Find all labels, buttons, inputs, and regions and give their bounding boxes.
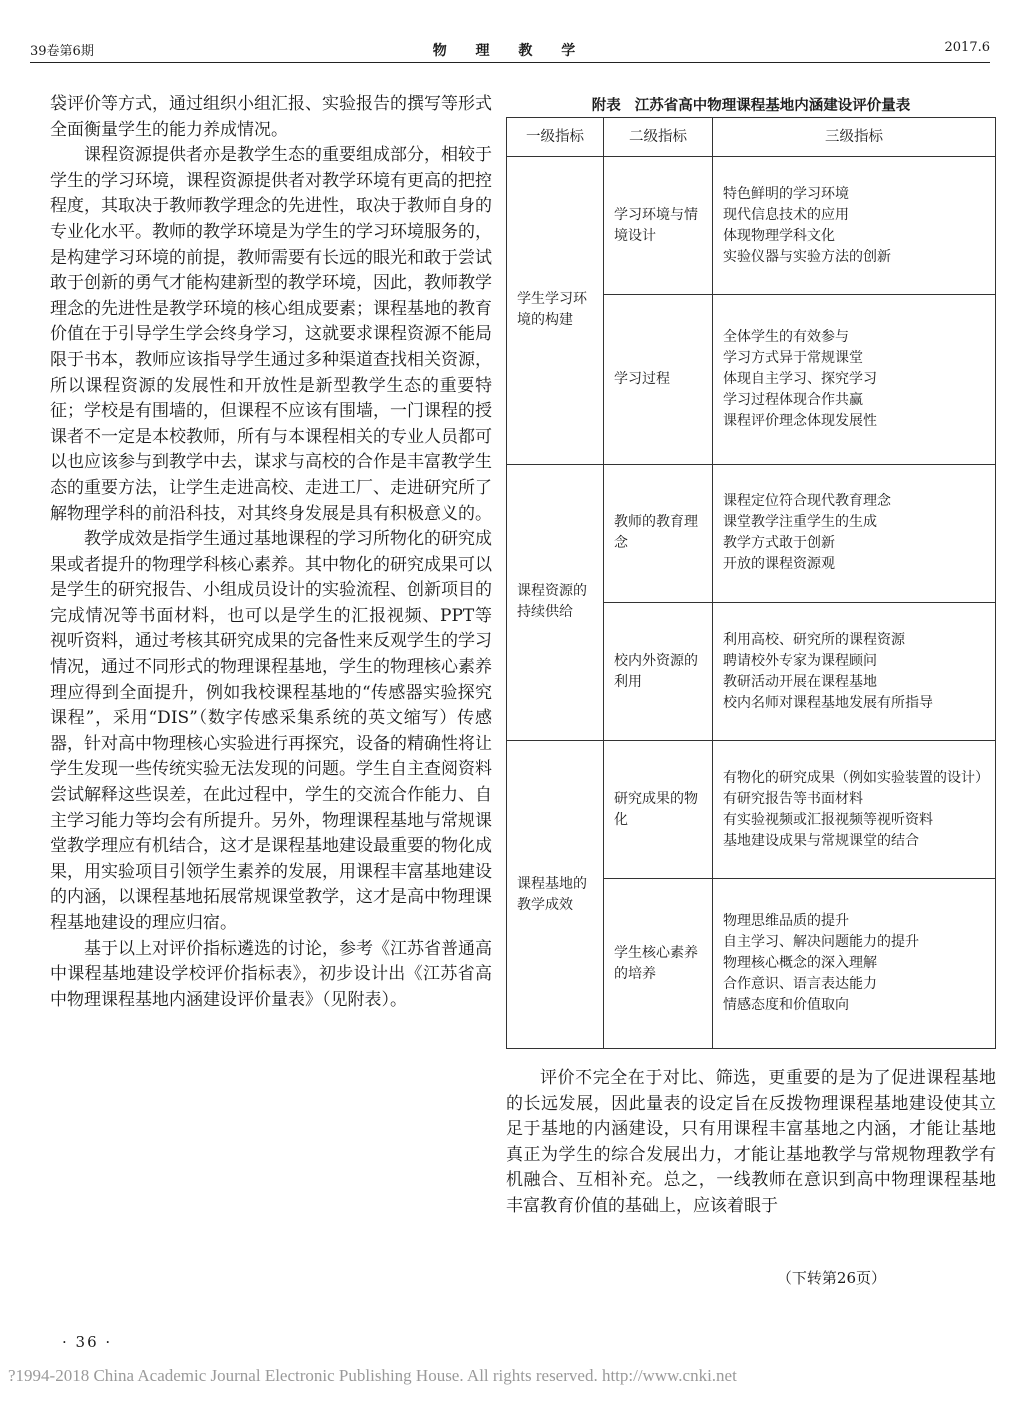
table-header-row bbox=[507, 118, 996, 157]
column-header: 三级指标 bbox=[713, 118, 996, 157]
journal-name: 物 理 教 学 bbox=[432, 43, 588, 59]
level3-item: 课堂教学注重学生的生成 bbox=[723, 514, 877, 531]
level2-cell: 研究成果的物化 bbox=[604, 741, 713, 879]
level3-item: 实验仪器与实验方法的创新 bbox=[723, 248, 891, 265]
level1-cell: 学生学习环境的构建 bbox=[507, 157, 604, 465]
level3-item: 利用高校、研究所的课程资源 bbox=[723, 631, 905, 648]
level3-item: 校内名师对课程基地发展有所指导 bbox=[723, 694, 933, 711]
volume-issue: 39卷第6期 bbox=[30, 44, 94, 59]
level3-item: 学习过程体现合作共赢 bbox=[723, 391, 863, 408]
issue-date: 2017.6 bbox=[944, 40, 990, 55]
level3-item: 现代信息技术的应用 bbox=[723, 206, 849, 223]
level3-item: 教学方式敢于创新 bbox=[723, 535, 835, 552]
level3-cell bbox=[713, 157, 996, 295]
level3-item: 情感态度和价值取向 bbox=[723, 997, 849, 1014]
level3-item: 体现自主学习、探究学习 bbox=[723, 370, 877, 387]
paragraph: 基于以上对评价指标遴选的讨论，参考《江苏省普通高中课程基地建设学校评价指标表》，初步设计出《江苏省高中物理课程基地内涵建设评价量表》（见附表）。 bbox=[50, 938, 492, 1010]
table-label: 附表 bbox=[591, 97, 621, 114]
level3-item: 课程定位符合现代教育理念 bbox=[723, 493, 891, 510]
level2-cell: 学习过程 bbox=[604, 295, 713, 464]
level3-item: 基地建设成果与常规课堂的结合 bbox=[723, 832, 919, 849]
running-header bbox=[30, 36, 990, 63]
evaluation-table bbox=[506, 117, 996, 1049]
level3-cell bbox=[713, 879, 996, 1049]
level3-item: 有物化的研究成果（例如实验装置的设计） bbox=[723, 769, 989, 786]
level3-cell bbox=[713, 602, 996, 740]
level3-item: 有实验视频或汇报视频等视听资料 bbox=[723, 811, 933, 828]
level3-cell bbox=[713, 464, 996, 602]
page-number: · 36 · bbox=[62, 1333, 113, 1351]
level3-cell bbox=[713, 295, 996, 464]
level2-cell: 学习环境与情境设计 bbox=[604, 157, 713, 295]
paragraph: 课程资源提供者亦是教学生态的重要组成部分，相较于学生的学习环境，课程资源提供者对教学环境有更高的把控程度，其取决于教师教学理念的先进性，取决于教师自身的专业化水平。教师的教学环境是为学生的学习环境服务的，是构建学习环境的前提，教师需要有长远的眼光和敢于尝试敢于创新的勇气才能构建新型的教学环境，因此，教师教学理念的先进性是教学环境的核心组成要素；课程基地的教育价值在于引导学生学会终身学习，这就要求课程资源不能局限于书本，教师应该指导学生通过多种渠道查找相关资源，所以课程资源的发展性和开放性是新型教学生态的重要特征；学校是有围墙的，但课程不应该有围墙，一门课程的授课者不一定是本校教师，所有与本课程相关的专业人员都可以也应该参与到教学中去，谋求与高校的合作是丰富教学生态的重要方法，让学生走进高校、走进工厂、走进研究所了解物理学科的前沿科技，对其终身发展是具有积极意义的。 bbox=[50, 145, 492, 524]
level2-cell: 学生核心素养的培养 bbox=[604, 879, 713, 1049]
table-title: 江苏省高中物理课程基地内涵建设评价量表 bbox=[634, 97, 911, 114]
level3-item: 教研活动开展在课程基地 bbox=[723, 673, 877, 690]
level1-cell: 课程资源的持续供给 bbox=[507, 464, 604, 741]
level2-cell: 校内外资源的利用 bbox=[604, 602, 713, 740]
level3-item: 学习方式异于常规课堂 bbox=[723, 349, 863, 366]
copyright-watermark: ?1994-2018 China Academic Journal Electronic Publishing House. All rights reserved. http://www.cnki.net bbox=[8, 1366, 737, 1385]
level3-item: 体现物理学科文化 bbox=[723, 227, 835, 244]
right-column bbox=[506, 1066, 996, 1220]
table-row bbox=[507, 464, 996, 602]
level3-item: 课程评价理念体现发展性 bbox=[723, 412, 877, 429]
level3-item: 开放的课程资源观 bbox=[723, 556, 835, 573]
level3-item: 聘请校外专家为课程顾问 bbox=[723, 652, 877, 669]
level2-cell: 教师的教育理念 bbox=[604, 464, 713, 602]
table-row bbox=[507, 741, 996, 879]
table-caption bbox=[506, 94, 996, 115]
paragraph: 教学成效是指学生通过基地课程的学习所物化的研究成果或者提升的物理学科核心素养。其中物化的研究成果可以是学生的研究报告、小组成员设计的实验流程、创新项目的完成情况等书面材料，也可以是学生的汇报视频、PPT等视听资料，通过考核其研究成果的完备性来反观学生的学习情况，通过不同形式的物理课程基地，学生的物理核心素养理应得到全面提升，例如我校课程基地的“传感器实验探究课程”，采用“DIS”（数字传感采集系统的英文缩写）传感器，针对高中物理核心实验进行再探究，设备的精确性将让学生发现一些传统实验无法发现的问题。学生自主查阅资料尝试解释这些误差，在此过程中，学生的交流合作能力、自主学习能力等均会有所提升。另外，物理课程基地与常规课堂教学理应有机结合，这才是课程基地建设最重要的物化成果，用实验项目引领学生素养的发展，用课程丰富基地建设的内涵，以课程基地拓展常规课堂教学，这才是高中物理课程基地建设的理应归宿。 bbox=[50, 529, 492, 933]
paragraph: 袋评价等方式，通过组织小组汇报、实验报告的撰写等形式全面衡量学生的能力养成情况。 bbox=[50, 94, 492, 140]
left-column bbox=[50, 92, 492, 1013]
level3-cell bbox=[713, 741, 996, 879]
table-row bbox=[507, 157, 996, 295]
level3-item: 有研究报告等书面材料 bbox=[723, 790, 863, 807]
level3-item: 物理思维品质的提升 bbox=[723, 913, 849, 930]
level3-item: 自主学习、解决问题能力的提升 bbox=[723, 934, 919, 951]
column-header: 二级指标 bbox=[604, 118, 713, 157]
level3-item: 特色鲜明的学习环境 bbox=[723, 185, 849, 202]
level1-cell: 课程基地的教学成效 bbox=[507, 741, 604, 1049]
level3-item: 全体学生的有效参与 bbox=[723, 328, 849, 345]
level3-item: 合作意识、语言表达能力 bbox=[723, 976, 877, 993]
level3-item: 物理核心概念的深入理解 bbox=[723, 955, 877, 972]
paragraph: 评价不完全在于对比、筛选，更重要的是为了促进课程基地的长远发展，因此量表的设定旨在反拨物理课程基地建设使其立足于基地的内涵建设，只有用课程丰富基地之内涵，才能让基地真正为学生的综合发展出力，才能让基地教学与常规物理教学有机融合、互相补充。总之，一线教师在意识到高中物理课程基地丰富教育价值的基础上，应该着眼于 bbox=[506, 1068, 996, 1216]
continuation-note: （下转第26页） bbox=[776, 1269, 886, 1287]
column-header: 一级指标 bbox=[507, 118, 604, 157]
